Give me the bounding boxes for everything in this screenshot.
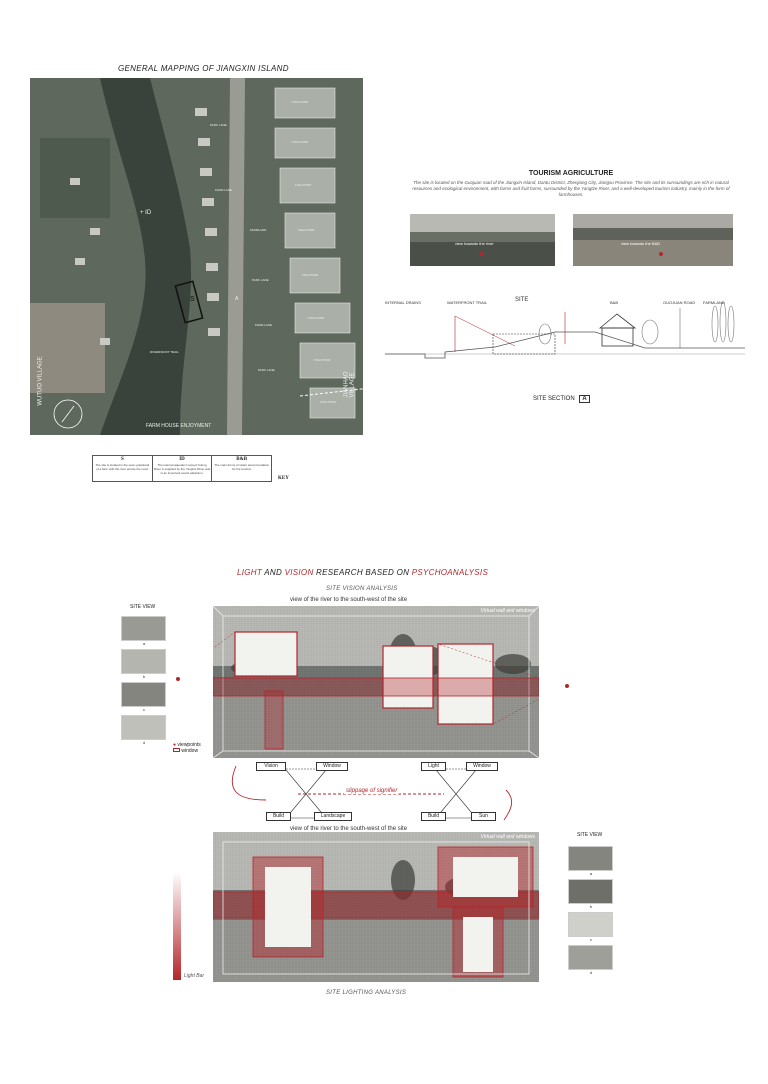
title-vision: VISION: [284, 568, 314, 577]
pond-label: FISH POND: [292, 140, 309, 144]
pond-label: FISH POND: [292, 100, 309, 104]
view-caption-top: view of the river to the south-west of the site: [290, 597, 408, 603]
pond-label: FISH POND: [295, 183, 312, 187]
key-column-bnb: [212, 456, 271, 481]
section-title-text: SITE SECTION: [533, 396, 575, 402]
vision-subtitle: SITE VISION ANALYSIS: [326, 586, 398, 592]
road-label: FARM LANE: [215, 188, 233, 192]
thumb-label: b: [142, 674, 146, 679]
viewpoint-marker: [565, 684, 569, 688]
site-thumb: [568, 879, 613, 904]
thumb-label: d: [142, 740, 146, 745]
river-photo: [410, 214, 555, 266]
legend-window: [173, 748, 201, 754]
map-title: GENERAL MAPPING OF JIANGXIN ISLAND: [118, 64, 289, 73]
site-thumb: [568, 912, 613, 937]
pond-label: FISH POND: [320, 400, 337, 404]
section-label: FARMLAND: [703, 300, 725, 305]
bnb-photo: [573, 214, 733, 266]
key-column-s: [93, 456, 153, 481]
vision-overlay: [213, 606, 539, 758]
bnb-photo-caption: view towards the B&B: [621, 241, 660, 246]
legend-viewpoints: ● viewpoints: [173, 742, 201, 748]
site-thumb: [121, 649, 166, 674]
site-view-right-title: SITE VIEW: [577, 832, 603, 838]
key-text: The internal aqueduct named Yulong River is supplied by the Yangtze River and is an important tourist attraction.: [153, 463, 211, 475]
section-label: GUOJUAN ROAD: [663, 300, 696, 305]
tourism-body: The site is located on the Guojuan road of the Jiangxin Island, Dantu District, Zhenjiang City, Jiangsu Province. The site and its surroundings are rich in natural resources and ecological environment, with farms and fruit farms, surrounded by the Yangtze River, and a well-developed tourism industry, mainly in the form of farmhouses.: [412, 180, 730, 197]
site-thumb: [568, 945, 613, 970]
lighting-overlay: [213, 832, 539, 982]
view-caption-bottom: view of the river to the south-west of the site: [290, 826, 408, 832]
key-text: The main forms of visitor accommodation for the tourism: [214, 463, 270, 471]
flow-sun-box: Sun: [471, 812, 496, 821]
key-head: S: [120, 457, 124, 462]
flow-vision-box: Vision: [256, 762, 286, 771]
road-label: PARK LANE: [210, 123, 227, 127]
key-head: B&B: [236, 457, 248, 462]
section-label: INTERNAL DRAINS: [385, 300, 421, 305]
road-label: FARMLAND: [250, 228, 267, 232]
key-label: KEY: [278, 476, 289, 481]
river-photo-caption: view towards the river: [455, 241, 494, 246]
site-thumb: [568, 846, 613, 871]
flow-window-box: Window: [316, 762, 348, 771]
site-thumb: [121, 715, 166, 740]
vision-legend: [173, 742, 201, 754]
road-label: FARM LANE: [255, 323, 273, 327]
bottom-map-label: FARM HOUSE ENJOYMENT: [146, 423, 212, 429]
lighting-subtitle: SITE LIGHTING ANALYSIS: [326, 990, 407, 996]
road-label: PARK LANE: [258, 368, 275, 372]
thumb-label: b: [589, 904, 593, 909]
bnb-photo-graphic: [573, 214, 733, 266]
left-village-label: WUTUO VILLAGE: [37, 356, 44, 406]
lighting-analysis-image: [213, 832, 539, 982]
key-head: ID: [179, 457, 185, 462]
thumb-label: c: [143, 707, 145, 712]
key-text: The site is located in the open grassland of a farm with the river across the road.: [95, 463, 150, 471]
flow-diagram: [226, 760, 516, 830]
virtual-label-top: Virtual wall and windows: [480, 608, 535, 614]
legend-viewpoints-label: viewpoints: [177, 742, 201, 748]
site-view-left: [121, 616, 167, 748]
light-bar: [173, 872, 181, 980]
flow-build-box: Build: [266, 812, 291, 821]
slippage-label: slippage of signifier: [346, 788, 398, 794]
vision-analysis-image: [213, 606, 539, 758]
island-map: [30, 78, 363, 435]
virtual-label-bottom: Virtual wall and windows: [480, 834, 535, 840]
map-graphic: [30, 78, 363, 435]
site-view-right: [568, 846, 614, 978]
key-column-id: [153, 456, 213, 481]
tourism-title: TOURISM AGRICULTURE: [528, 170, 614, 177]
light-bar-label: Light Bar: [184, 973, 205, 979]
title-light: LIGHT: [237, 568, 263, 577]
title-psycho: PSYCHOANALYSIS: [411, 568, 489, 577]
section-label: WATERFRONT TRAIL: [447, 300, 488, 305]
map-key: [92, 455, 272, 482]
flow-light-box: Light: [421, 762, 446, 771]
site-view-left-title: SITE VIEW: [130, 604, 156, 610]
pond-label: FISH POND: [314, 358, 331, 362]
section-title: [533, 396, 590, 402]
site-thumb: [121, 616, 166, 641]
flow-window-box-right: Window: [466, 762, 498, 771]
flow-landscape-box: Landscape: [314, 812, 352, 821]
a-marker: A: [235, 296, 239, 302]
flow-build-box-right: Build: [421, 812, 446, 821]
thumb-label: a: [142, 641, 146, 646]
road-label: PARK LANE: [252, 278, 269, 282]
pond-label: FISH POND: [302, 273, 319, 277]
site-thumb: [121, 682, 166, 707]
thumb-label: a: [589, 871, 593, 876]
id-label: + ID: [140, 210, 152, 216]
pond-label: FISH POND: [298, 228, 315, 232]
site-label: S: [190, 296, 195, 303]
section-label: SITE: [515, 297, 529, 303]
section-label: B&B: [610, 300, 619, 305]
title-research: RESEARCH BASED ON: [313, 568, 412, 577]
river-photo-graphic: [410, 214, 555, 266]
site-section-drawing: [385, 292, 745, 372]
river-trail-label: RIVERFRONT TRAIL: [150, 350, 179, 354]
viewpoint-marker: [176, 677, 180, 681]
section-marker: A: [579, 395, 589, 403]
pond-label: FISH POND: [308, 316, 325, 320]
title-and: AND: [262, 568, 285, 577]
right-village-label: JIANHAO VILLAGE: [343, 371, 356, 398]
research-title: [237, 568, 488, 577]
thumb-label: c: [590, 937, 592, 942]
legend-window-label: window: [181, 748, 199, 754]
thumb-label: d: [589, 970, 593, 975]
